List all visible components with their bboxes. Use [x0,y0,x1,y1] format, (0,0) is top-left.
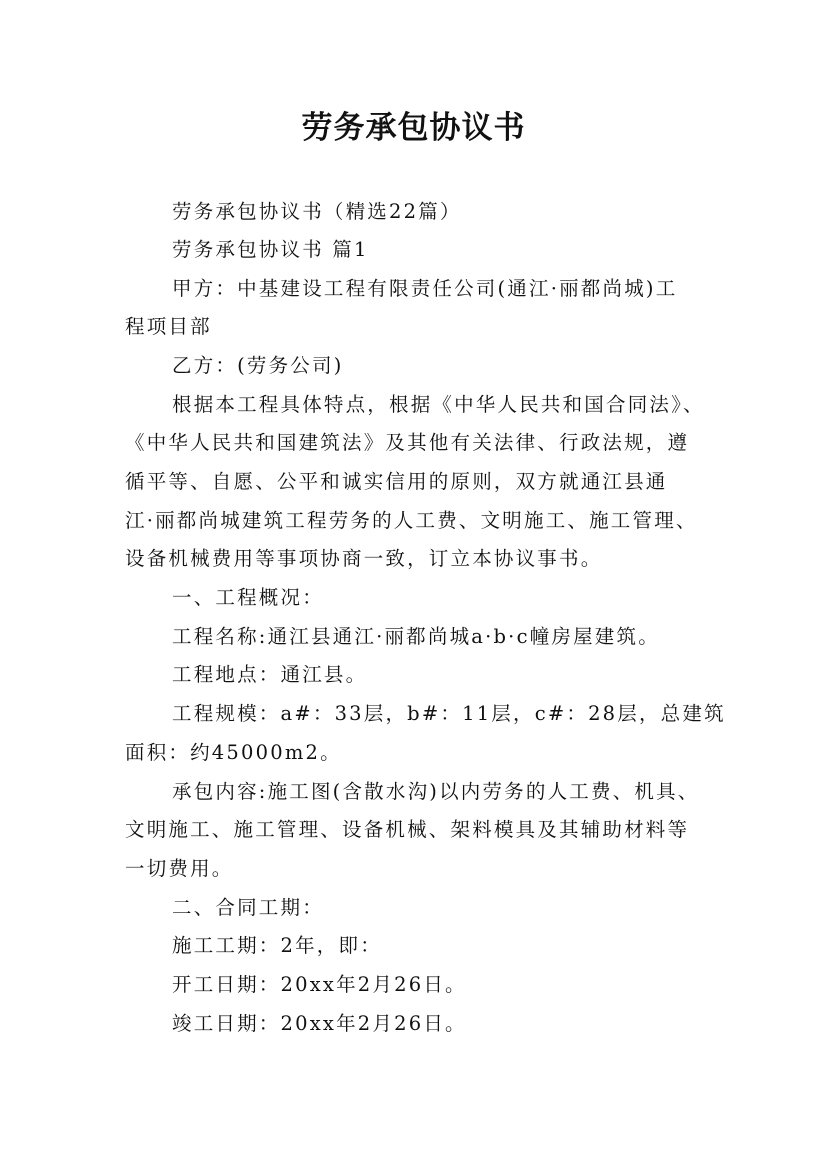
project-location-line: 工程地点：通江县。 [172,663,368,686]
paragraph-line: 循平等、自愿、公平和诚实信用的原则，双方就通江县通 [125,470,668,493]
contract-content-line: 承包内容:施工图(含散水沟)以内劳务的人工费、机具、 [172,780,700,803]
contract-content-continuation: 一切费用。 [125,857,234,880]
completion-date-line: 竣工日期：20xx年2月26日。 [172,1012,467,1035]
contract-content-continuation: 文明施工、施工管理、设备机械、架料模具及其辅助材料等 [125,818,690,841]
construction-period-line: 施工工期：2年，即： [172,934,382,957]
subtitle-line: 劳务承包协议书（精选22篇） [172,200,462,223]
project-scale-continuation: 面积：约45000m2。 [125,741,342,764]
project-name-line: 工程名称:通江县通江·丽都尚城a·b·c幢房屋建筑。 [172,625,660,648]
start-date-line: 开工日期：20xx年2月26日。 [172,973,467,996]
party-b-line: 乙方：(劳务公司) [172,354,344,377]
paragraph-line: 根据本工程具体特点，根据《中华人民共和国合同法》、 [172,393,705,416]
paragraph-line: 江·丽都尚城建筑工程劳务的人工费、文明施工、施工管理、 [125,509,698,532]
section-heading-line: 劳务承包协议书 篇1 [172,238,369,261]
party-a-continuation: 程项目部 [125,315,212,338]
section-heading-line: 二、合同工期： [172,896,324,919]
section-heading-line: 一、工程概况： [172,586,324,609]
party-a-line: 甲方：中基建设工程有限责任公司(通江·丽都尚城)工 [172,277,678,300]
project-scale-line: 工程规模：a#：33层，b#：11层，c#：28层，总建筑 [172,702,726,725]
paragraph-line: 《中华人民共和国建筑法》及其他有关法律、行政法规，遵 [125,431,690,454]
paragraph-line: 设备机械费用等事项协商一致，订立本协议事书。 [125,547,603,570]
document-title: 劳务承包协议书 [301,110,526,146]
